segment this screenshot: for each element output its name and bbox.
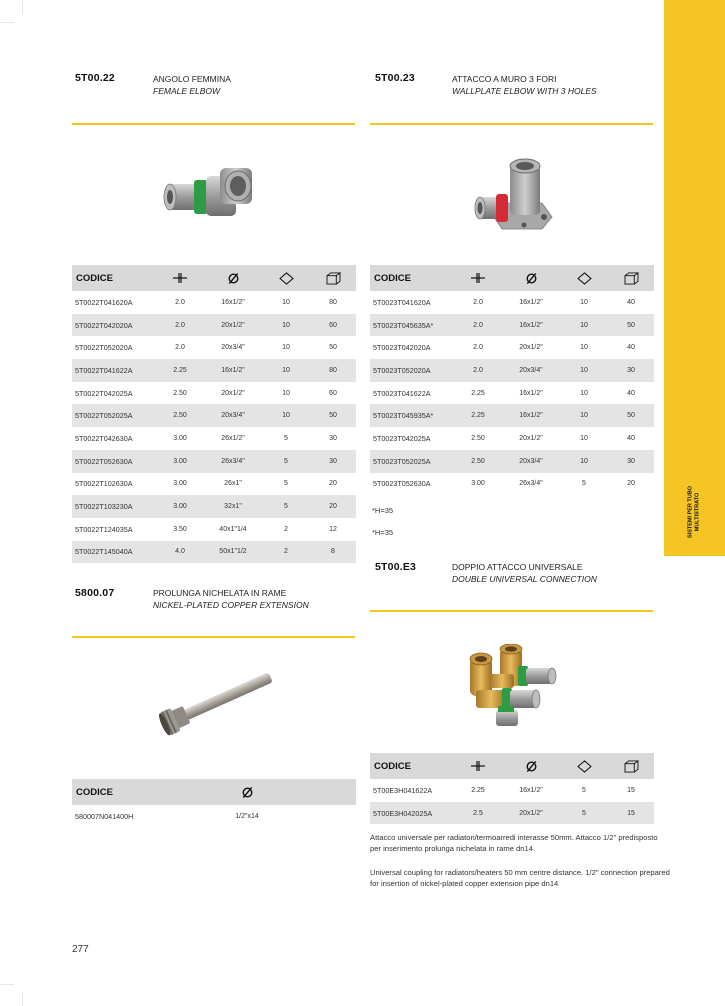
- table-cell: 10: [282, 389, 290, 397]
- table-cell: 2.50: [454, 450, 502, 473]
- header-codice: CODICE: [72, 265, 156, 291]
- product-code-cell: 5T0023T041622A: [373, 388, 431, 398]
- product-code-cell: 580007N041400H: [75, 811, 134, 821]
- table-cell: 20x1/2": [204, 314, 262, 337]
- box-icon: [310, 265, 356, 291]
- yellow-divider: [370, 610, 653, 612]
- side-tab: [664, 0, 725, 556]
- product-code-cell: 5T0022T052025A: [72, 404, 156, 427]
- title-it: ATTACCO A MURO 3 FORI: [452, 74, 557, 84]
- table-cell: 5: [560, 802, 608, 825]
- footnote: *H=35: [372, 528, 394, 537]
- box-icon: [608, 265, 654, 291]
- product-code-cell: 5T0023T042025A: [373, 433, 431, 443]
- product-code-cell: 5T0022T042020A: [72, 314, 156, 337]
- table-cell: 80: [329, 298, 337, 306]
- female-elbow-image: [160, 162, 264, 222]
- empty-header: [302, 779, 356, 805]
- table-cell: 10: [580, 434, 588, 442]
- page-number: 277: [72, 944, 89, 955]
- product-code-cell: 5T0022T041620A: [75, 297, 133, 307]
- table-cell: 5: [262, 495, 310, 518]
- table-cell: 3.50: [173, 525, 187, 533]
- table-cell: 10: [282, 298, 290, 306]
- table-cell: 16x1/2": [502, 404, 560, 427]
- table-cell: 26x1/2": [221, 434, 245, 442]
- table-cell: 50: [608, 314, 654, 337]
- side-tab-label: [688, 486, 701, 538]
- table-row: [72, 518, 356, 541]
- section-description: [452, 73, 597, 97]
- product-code-cell: 5T0022T124035A: [75, 524, 133, 534]
- table-cell: 20x3/4": [221, 344, 245, 352]
- side-tab-line1: SISTEMI PER TUBO: [687, 486, 694, 538]
- table-cell: 40: [627, 344, 635, 352]
- section-code: 5T00.22: [75, 72, 115, 84]
- table-cell: 40: [627, 298, 635, 306]
- title-en: DOUBLE UNIVERSAL CONNECTION: [452, 574, 597, 584]
- table-cell: 15: [608, 802, 654, 825]
- table-cell: 30: [310, 450, 356, 473]
- table-cell: 20x1/2": [221, 389, 245, 397]
- diameter-icon: [502, 753, 560, 779]
- product-code-cell: 5T0022T052020A: [75, 343, 133, 353]
- table-row: [72, 404, 356, 427]
- product-code-cell: 5T0022T052630A: [72, 450, 156, 473]
- table-cell: 30: [608, 359, 654, 382]
- table-cell: 20: [627, 480, 635, 488]
- table-row: [72, 314, 356, 337]
- table-row: [72, 473, 356, 496]
- table-cell: 5: [582, 786, 586, 794]
- table-row: [72, 495, 356, 518]
- table-cell: 2.0: [175, 298, 185, 306]
- product-code-cell: 5T0023T052020A: [370, 359, 454, 382]
- table-row: [370, 314, 654, 337]
- table-cell: 16x1/2": [519, 786, 543, 794]
- table-cell: 1/2"x14: [235, 812, 259, 820]
- yellow-divider: [370, 123, 653, 125]
- table-cell: 12: [329, 525, 337, 533]
- spec-table-580007: [72, 779, 356, 828]
- table-cell: 15: [627, 786, 635, 794]
- table-cell: 20x3/4": [502, 359, 560, 382]
- table-cell: 50: [608, 404, 654, 427]
- table-cell: 2.25: [454, 404, 502, 427]
- table-row: [370, 473, 654, 496]
- footnote: *H=35: [372, 506, 394, 515]
- table-cell: 2.0: [454, 314, 502, 337]
- yellow-divider: [72, 636, 355, 638]
- header-codice: CODICE: [370, 265, 454, 291]
- product-code-cell: 5T0023T052630A: [373, 479, 431, 489]
- box-icon: [608, 753, 654, 779]
- table-row: [72, 427, 356, 450]
- table-cell: 10: [262, 314, 310, 337]
- table-cell: 3.00: [173, 434, 187, 442]
- table-row: [72, 336, 356, 359]
- table-cell: 20x3/4": [502, 450, 560, 473]
- table-cell: 30: [608, 450, 654, 473]
- table-cell: 30: [329, 434, 337, 442]
- table-cell: 10: [560, 450, 608, 473]
- table-cell: 3.00: [156, 450, 204, 473]
- thickness-icon: [454, 753, 502, 779]
- table-cell: 60: [329, 389, 337, 397]
- table-row: [72, 450, 356, 473]
- table-cell: 5: [284, 434, 288, 442]
- table-row: [72, 382, 356, 405]
- table-row: [72, 541, 356, 564]
- table-cell: 5: [284, 480, 288, 488]
- product-code-cell: 5T0023T045635A*: [370, 314, 454, 337]
- table-cell: 16x1/2": [221, 298, 245, 306]
- table-row: [370, 779, 654, 802]
- empty-cell: [302, 805, 356, 828]
- side-tab-line2: MULTISTRATO: [694, 492, 700, 532]
- table-cell: 26x1": [224, 480, 242, 488]
- diameter-icon: [502, 265, 560, 291]
- table-cell: 20x1/2": [502, 802, 560, 825]
- description-en: Universal coupling for radiators/heaters 50 mm centre distance. 1/2" connection prepared for insertion of nickel-plated copper extension pipe dn14: [370, 868, 670, 888]
- section-description: [452, 561, 597, 585]
- product-code-cell: 5T0022T042025A: [75, 388, 133, 398]
- table-cell: 2.50: [173, 389, 187, 397]
- table-row: [370, 427, 654, 450]
- product-code-cell: 5T0022T102630A: [75, 479, 133, 489]
- product-code-cell: 5T00E3H042025A: [370, 802, 454, 825]
- table-cell: 40: [627, 389, 635, 397]
- table-cell: 3.00: [156, 495, 204, 518]
- table-cell: 50: [310, 404, 356, 427]
- table-cell: 2.0: [454, 359, 502, 382]
- table-cell: 80: [310, 359, 356, 382]
- table-cell: 26x3/4": [519, 480, 543, 488]
- table-row: [370, 404, 654, 427]
- table-cell: 10: [262, 404, 310, 427]
- diameter-icon: [192, 779, 302, 805]
- table-cell: 10: [580, 344, 588, 352]
- thickness-icon: [454, 265, 502, 291]
- product-code-cell: 5T0022T042630A: [75, 433, 133, 443]
- product-code-cell: 5T0022T041622A: [72, 359, 156, 382]
- spec-table-5t00e3: [370, 753, 654, 824]
- title-it: ANGOLO FEMMINA: [153, 74, 231, 84]
- table-cell: 50x1"1/2: [204, 541, 262, 564]
- table-row: [72, 805, 356, 828]
- small-pack-icon: [560, 753, 608, 779]
- product-code-cell: 5T0023T045935A*: [370, 404, 454, 427]
- table-cell: 16x1/2": [519, 298, 543, 306]
- thickness-icon: [156, 265, 204, 291]
- table-cell: 2.5: [454, 802, 502, 825]
- title-en: FEMALE ELBOW: [153, 86, 221, 96]
- table-cell: 2.0: [473, 298, 483, 306]
- header-codice: CODICE: [370, 753, 454, 779]
- table-cell: 10: [282, 344, 290, 352]
- title-it: DOPPIO ATTACCO UNIVERSALE: [452, 562, 583, 572]
- table-cell: 10: [560, 314, 608, 337]
- table-cell: 40: [627, 434, 635, 442]
- copper-extension-image: [156, 668, 278, 736]
- table-cell: 26x3/4": [204, 450, 262, 473]
- table-cell: 2.50: [471, 434, 485, 442]
- table-cell: 8: [310, 541, 356, 564]
- table-cell: 16x1/2": [204, 359, 262, 382]
- table-cell: 5: [262, 450, 310, 473]
- table-cell: 10: [262, 359, 310, 382]
- table-cell: 2.25: [471, 389, 485, 397]
- table-row: [370, 450, 654, 473]
- table-row: [370, 291, 654, 314]
- table-cell: 2: [262, 541, 310, 564]
- section-description: [153, 587, 309, 611]
- table-row: [370, 359, 654, 382]
- table-cell: 16x1/2": [502, 314, 560, 337]
- table-cell: 50: [329, 344, 337, 352]
- table-cell: 3.00: [173, 480, 187, 488]
- table-cell: 2.0: [473, 344, 483, 352]
- table-cell: 2.25: [471, 786, 485, 794]
- table-cell: 40x1"1/4: [219, 525, 247, 533]
- table-row: [370, 802, 654, 825]
- table-cell: 2.0: [175, 344, 185, 352]
- crop-mark: [22, 0, 23, 14]
- table-cell: 10: [580, 298, 588, 306]
- table-cell: 32x1": [204, 495, 262, 518]
- table-cell: 20x1/2": [519, 344, 543, 352]
- title-en: WALLPLATE ELBOW WITH 3 HOLES: [452, 86, 597, 96]
- small-pack-icon: [262, 265, 310, 291]
- title-en: NICKEL-PLATED COPPER EXTENSION: [153, 600, 309, 610]
- table-cell: 2.25: [156, 359, 204, 382]
- section-code: 5800.07: [75, 587, 115, 599]
- table-cell: 20: [310, 495, 356, 518]
- table-cell: 4.0: [156, 541, 204, 564]
- section-code: 5T00.E3: [375, 561, 417, 573]
- table-cell: 16x1/2": [519, 389, 543, 397]
- product-code-cell: 5T0023T041620A: [373, 297, 431, 307]
- table-row: [72, 359, 356, 382]
- table-cell: 5: [582, 480, 586, 488]
- crop-mark: [0, 22, 14, 23]
- description-it: Attacco universale per radiatori/termoarredi interasse 50mm. Attacco 1/2" predisposto per inserimento prolunga nichelata in rame dn14.: [370, 833, 658, 853]
- header-codice: CODICE: [72, 779, 192, 805]
- table-cell: 3.00: [471, 480, 485, 488]
- double-universal-connection-image: [462, 644, 566, 730]
- table-row: [72, 291, 356, 314]
- product-code-cell: 5T0023T042020A: [373, 343, 431, 353]
- table-cell: 20x1/2": [519, 434, 543, 442]
- table-cell: 10: [580, 389, 588, 397]
- table-cell: 2.0: [156, 314, 204, 337]
- table-cell: 20x3/4": [204, 404, 262, 427]
- product-code-cell: 5T00E3H041622A: [373, 785, 433, 795]
- spec-table-5t0023: [370, 265, 654, 495]
- table-cell: 60: [310, 314, 356, 337]
- title-it: PROLUNGA NICHELATA IN RAME: [153, 588, 287, 598]
- table-cell: 10: [560, 359, 608, 382]
- product-code-cell: 5T0022T103230A: [72, 495, 156, 518]
- section-code: 5T00.23: [375, 72, 415, 84]
- product-code-cell: 5T0023T052025A: [370, 450, 454, 473]
- wallplate-elbow-image: [468, 153, 556, 233]
- spec-table-5t0022: [72, 265, 356, 563]
- small-pack-icon: [560, 265, 608, 291]
- crop-mark: [0, 984, 14, 985]
- diameter-icon: [204, 265, 262, 291]
- section-description: [153, 73, 231, 97]
- table-cell: 20: [329, 480, 337, 488]
- table-row: [370, 382, 654, 405]
- table-cell: 2.50: [156, 404, 204, 427]
- product-code-cell: 5T0022T145040A: [72, 541, 156, 564]
- table-cell: 2: [284, 525, 288, 533]
- table-cell: 10: [560, 404, 608, 427]
- yellow-divider: [72, 123, 355, 125]
- crop-mark: [22, 992, 23, 1006]
- table-row: [370, 336, 654, 359]
